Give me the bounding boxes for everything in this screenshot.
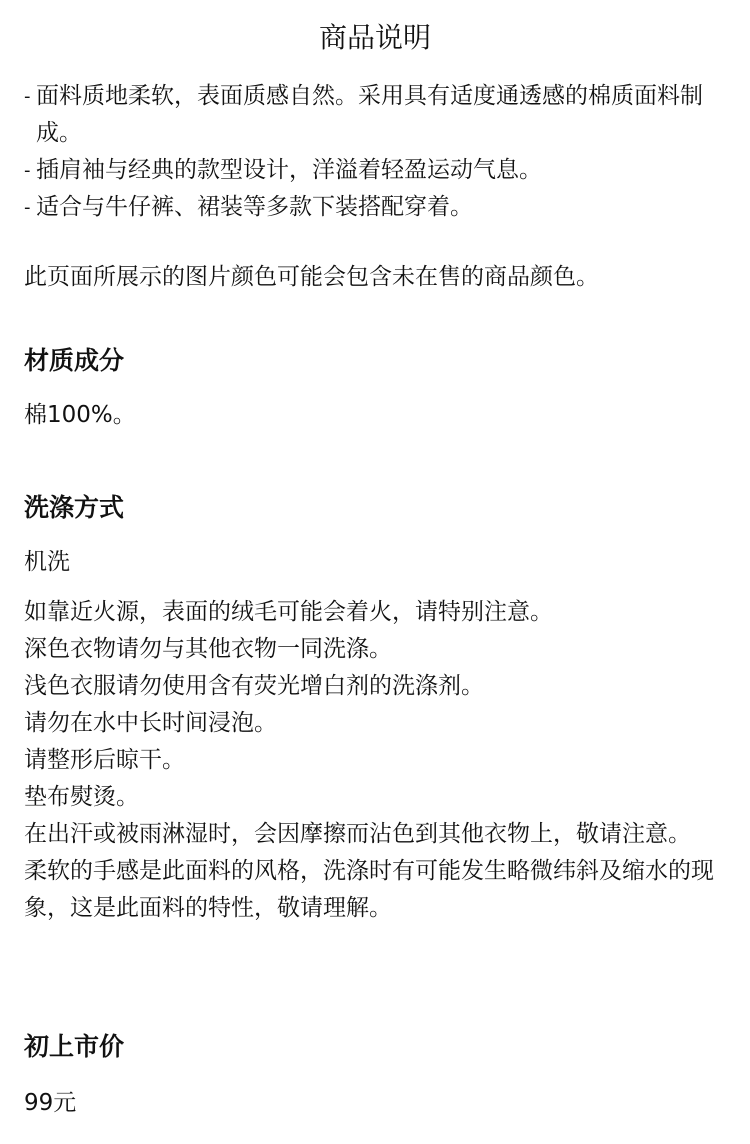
feature-text: 适合与牛仔裤、裙装等多款下装搭配穿着。 <box>36 194 473 220</box>
washing-heading: 洗涤方式 <box>24 493 125 522</box>
care-instruction: 柔软的手感是此面料的风格，洗涤时有可能发生略微纬斜及缩水的现象，这是此面料的特性，敬请理解。 <box>24 858 714 921</box>
color-disclaimer: 此页面所展示的图片颜色可能会包含未在售的商品颜色。 <box>24 264 599 290</box>
bullet-mark: - <box>24 197 31 218</box>
material-value: 棉100%。 <box>24 402 136 428</box>
feature-text: 插肩袖与经典的款型设计，洋溢着轻盈运动气息。 <box>36 157 542 183</box>
feature-item <box>24 152 729 189</box>
bullet-mark: - <box>24 160 31 181</box>
feature-item <box>24 189 729 226</box>
care-instructions-list <box>24 594 729 927</box>
care-instruction: 在出汗或被雨淋湿时，会因摩擦而沾色到其他衣物上，敬请注意。 <box>24 821 691 847</box>
care-instruction: 请整形后晾干。 <box>24 747 185 773</box>
care-instruction: 请勿在水中长时间浸泡。 <box>24 710 277 736</box>
feature-list <box>24 78 729 226</box>
care-instruction: 如靠近火源，表面的绒毛可能会着火，请特别注意。 <box>24 599 553 625</box>
material-heading: 材质成分 <box>24 346 125 375</box>
feature-item <box>24 78 729 152</box>
care-instruction: 浅色衣服请勿使用含有荧光增白剂的洗涤剂。 <box>24 673 484 699</box>
price-heading: 初上市价 <box>24 1032 125 1061</box>
care-instruction: 深色衣物请勿与其他衣物一同洗涤。 <box>24 636 392 662</box>
bullet-mark: - <box>24 86 31 107</box>
feature-text: 面料质地柔软，表面质感自然。采用具有适度通透感的棉质面料制成。 <box>36 83 703 146</box>
care-instruction: 垫布熨烫。 <box>24 784 139 810</box>
washing-method: 机洗 <box>24 549 70 575</box>
price-value: 99元 <box>24 1090 77 1116</box>
page-title: 商品说明 <box>318 21 431 54</box>
